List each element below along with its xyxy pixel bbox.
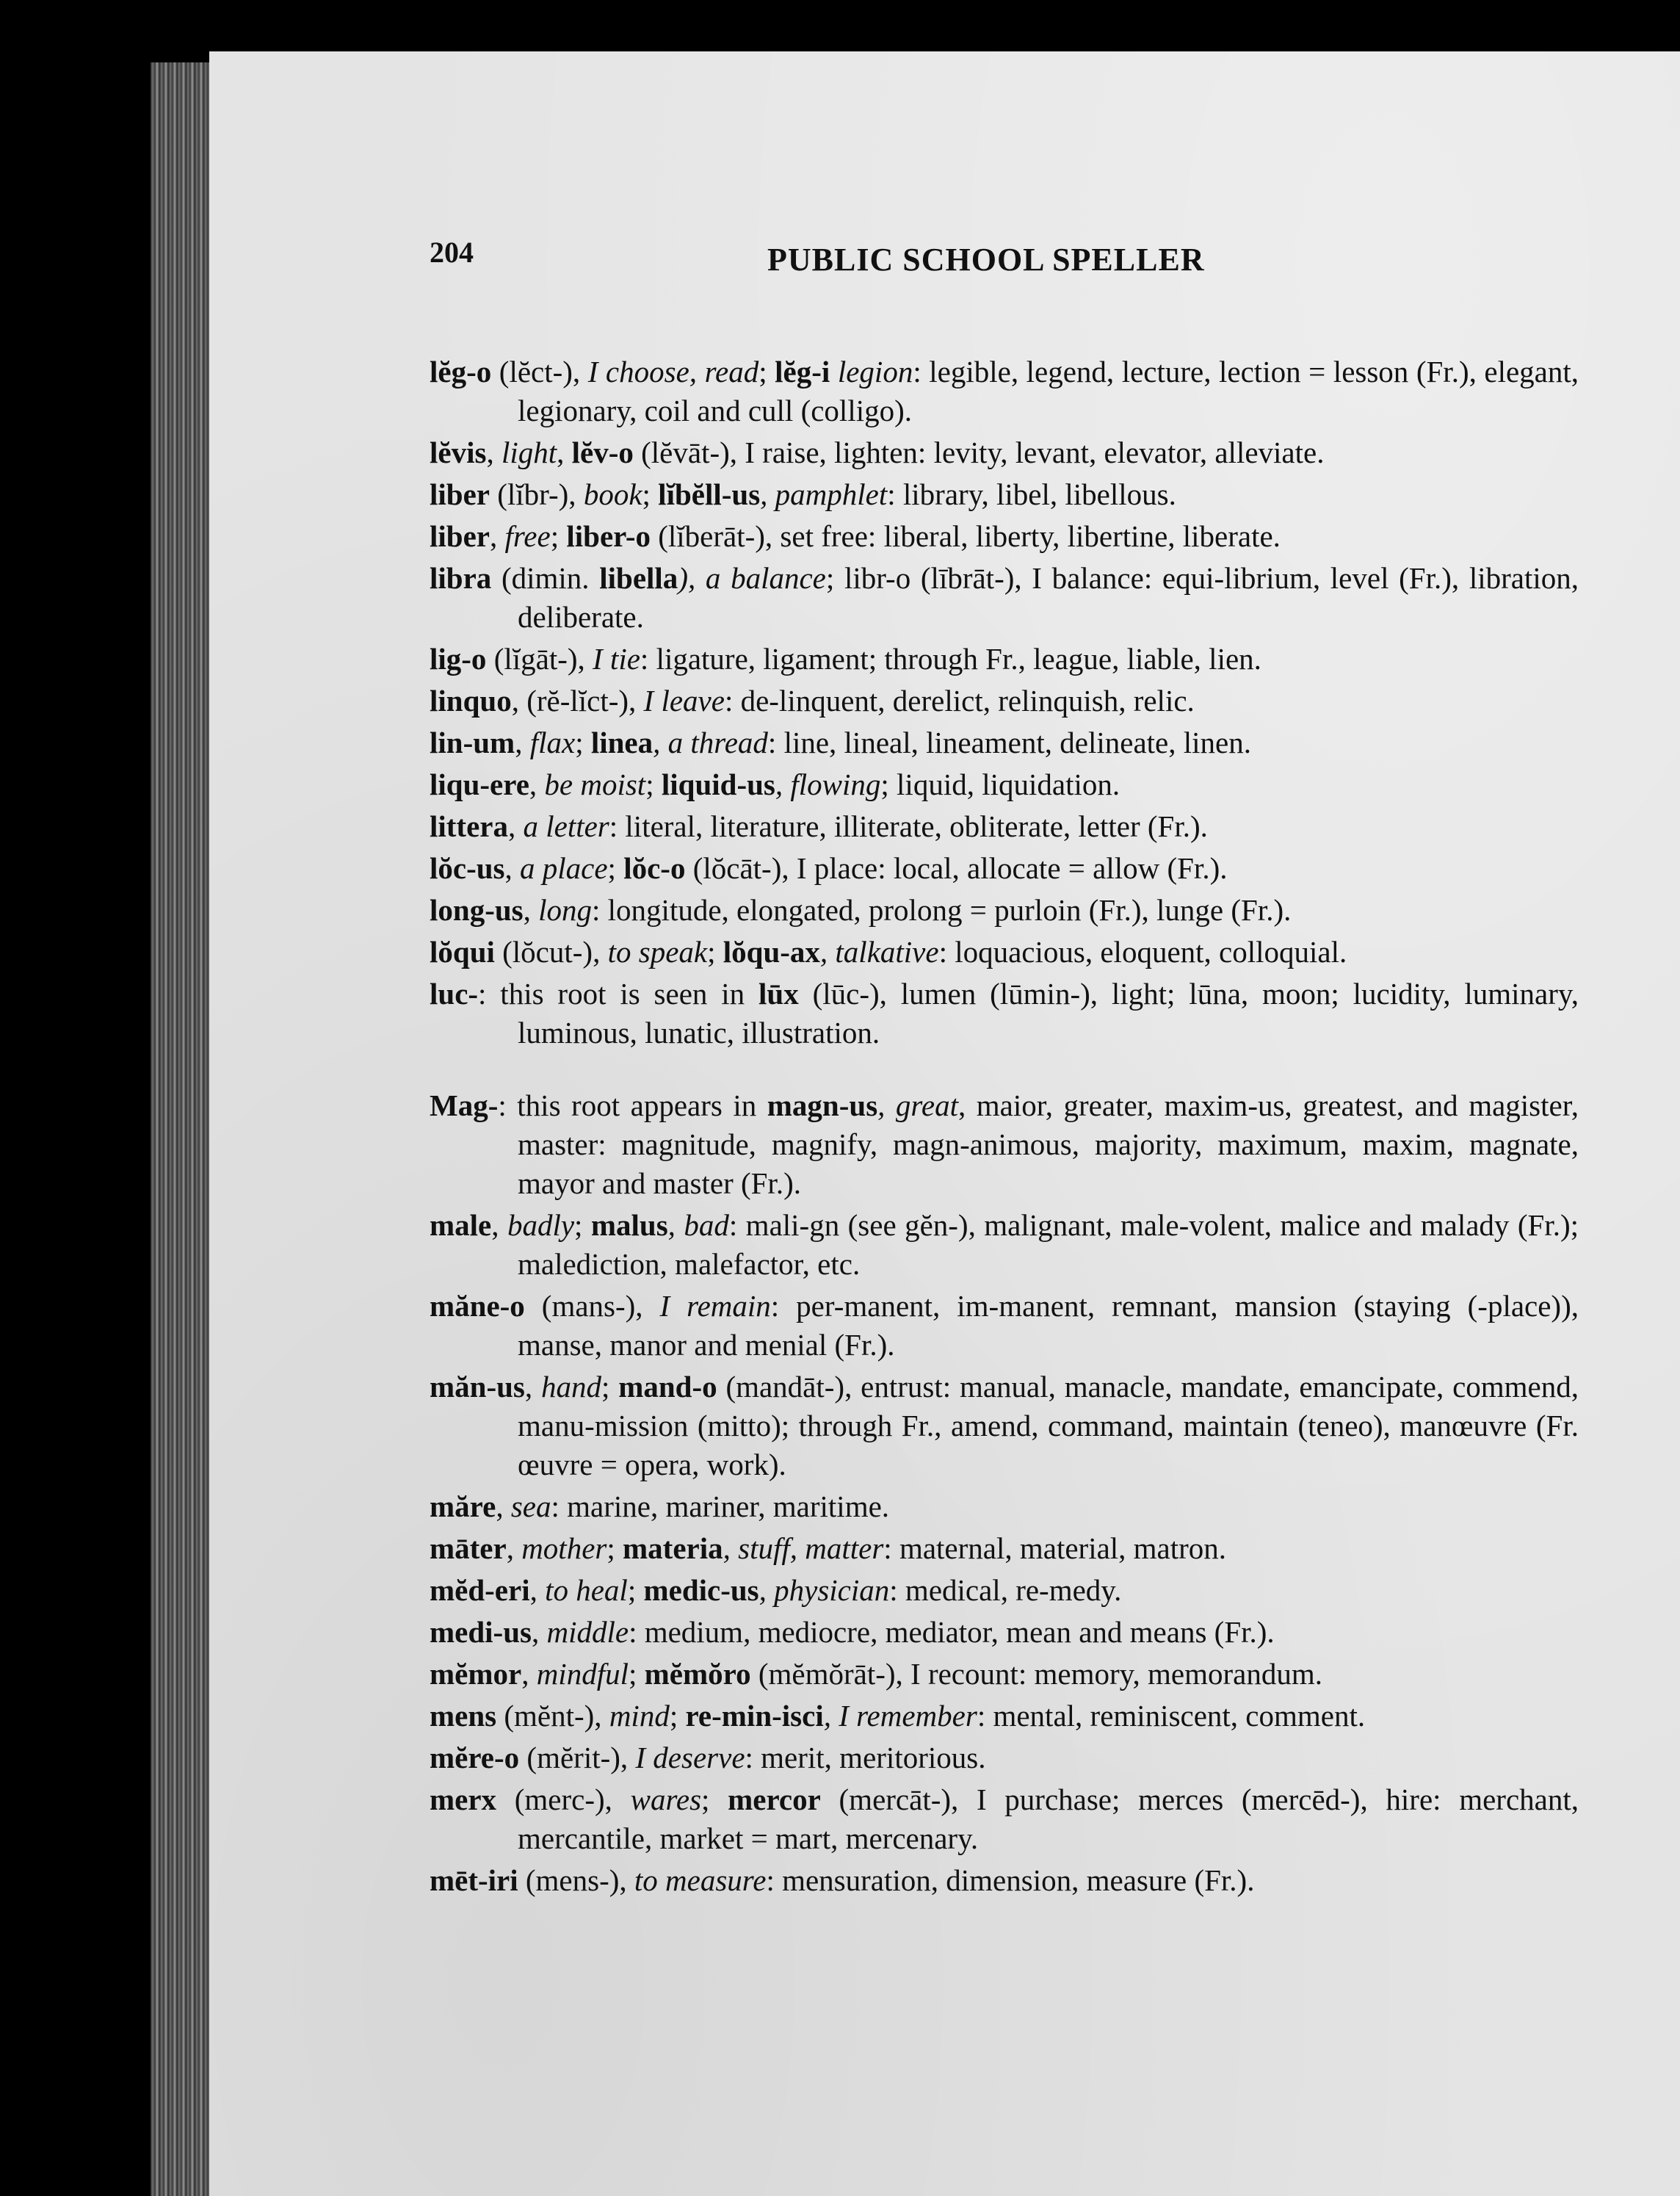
entry-headword: lŏqui xyxy=(430,935,495,969)
entry-gloss: ), a balance xyxy=(678,561,826,595)
entry-text: : mental, reminiscent, comment. xyxy=(977,1699,1366,1733)
dictionary-entry xyxy=(430,682,1579,720)
entry-text: ; liquid, liquidation. xyxy=(880,767,1120,801)
dictionary-entry xyxy=(430,1571,1579,1610)
dictionary-entry xyxy=(430,849,1579,888)
entry-gloss: I choose, read xyxy=(587,355,759,389)
entry-headword: lĕg-i xyxy=(775,355,830,389)
entry-text: (lŏcāt-), I place: local, allocate = allow (Fr.). xyxy=(685,851,1228,885)
entry-headword: medic-us xyxy=(643,1573,759,1607)
entry-text: (dimin. xyxy=(491,561,600,595)
entry-text: , xyxy=(521,1657,537,1691)
entry-gloss: middle xyxy=(546,1615,629,1649)
entry-text: ; xyxy=(574,1208,591,1242)
entry-text: ; xyxy=(707,935,723,969)
entry-text: ; xyxy=(669,1699,686,1733)
entry-headword: lĕg-o xyxy=(430,355,492,389)
dictionary-entry xyxy=(430,1613,1579,1652)
entry-gloss: , physician xyxy=(758,1573,890,1607)
entry-text: ; xyxy=(607,851,624,885)
entry-headword: mercor xyxy=(728,1783,821,1816)
dictionary-entry xyxy=(430,433,1579,472)
entry-text: ; xyxy=(758,355,775,389)
entry-gloss: hand xyxy=(540,1370,601,1404)
dictionary-entry xyxy=(430,891,1579,930)
entry-gloss: sea xyxy=(510,1489,551,1523)
entry-gloss: , pamphlet xyxy=(760,477,888,511)
entry-text: ; xyxy=(629,1657,645,1691)
entry-headword: mănе-o xyxy=(430,1289,525,1323)
dictionary-entry xyxy=(430,640,1579,679)
entry-text: (lĭberāt-), set free: liberal, liberty, libertine, liberate. xyxy=(651,519,1281,553)
entry-gloss: I leave xyxy=(643,684,725,718)
entry-headword: malus xyxy=(590,1208,668,1242)
entry-text: : maternal, material, matron. xyxy=(883,1531,1227,1565)
entry-gloss: , great xyxy=(877,1088,958,1122)
entry-text: ; xyxy=(601,1370,619,1404)
entry-gloss: a place xyxy=(520,851,608,885)
dictionary-entry xyxy=(430,1487,1579,1526)
entry-text: , xyxy=(529,1573,546,1607)
entry-text: ; xyxy=(642,477,659,511)
entry-text: : this root is seen in xyxy=(478,977,759,1011)
entry-headword: lig-o xyxy=(430,642,487,676)
entry-text: , xyxy=(496,1489,511,1523)
entry-headword: măn-us xyxy=(430,1370,525,1404)
entry-headword: liber xyxy=(430,519,490,553)
entry-gloss: mind xyxy=(609,1699,670,1733)
entry-headword: lĕv-o xyxy=(571,436,634,469)
entry-text: : mensuration, dimension, measure (Fr.). xyxy=(766,1863,1255,1897)
entry-text: : medical, re-medy. xyxy=(889,1573,1122,1607)
dictionary-entry xyxy=(430,933,1579,972)
dictionary-entry xyxy=(430,1655,1579,1694)
dictionary-entry xyxy=(430,517,1579,556)
dictionary-entry xyxy=(430,1697,1579,1736)
entry-headword: mĕd-eri xyxy=(430,1573,530,1607)
entry-headword: liquid-us xyxy=(661,767,775,801)
entry-headword: libella xyxy=(599,561,678,595)
entry-headword: lĭbĕll-us xyxy=(658,477,761,511)
entry-text: , xyxy=(524,1370,541,1404)
entry-gloss: , I remember xyxy=(823,1699,977,1733)
entry-headword: mĕre-o xyxy=(430,1741,520,1774)
entry-headword: merx xyxy=(430,1783,497,1816)
entry-headword: medi-us xyxy=(430,1615,532,1649)
entry-text: (mercāt-), I purchase; merces (mercēd-), hire: merchant, mercantile, market = mart, mercenary. xyxy=(518,1783,1579,1855)
entry-text: ; xyxy=(627,1573,644,1607)
entry-gloss: badly xyxy=(507,1208,575,1242)
entry-headword: materia xyxy=(623,1531,723,1565)
entry-headword: mĕmŏro xyxy=(644,1657,751,1691)
entry-text: ; xyxy=(607,1531,623,1565)
entry-text: , xyxy=(491,1208,507,1242)
entry-headword: māter xyxy=(430,1531,507,1565)
entry-text: : per-manent, im-manent, remnant, mansion (staying (-place)), manse, manor and menial (Fr.). xyxy=(518,1289,1579,1362)
entry-text: ; xyxy=(575,726,591,759)
entry-text: : loquacious, eloquent, colloquial. xyxy=(938,935,1347,969)
book-page xyxy=(209,51,1680,2196)
dictionary-entry xyxy=(430,1368,1579,1484)
entry-text: : this root appears in xyxy=(498,1088,767,1122)
entry-text: : legible, legend, lecture, lection = lesson (Fr.), elegant, legionary, coil and cull (colligo). xyxy=(518,355,1579,427)
entry-headword: long-us xyxy=(430,893,524,927)
entry-gloss: a letter xyxy=(523,809,609,843)
entry-text: , xyxy=(506,1531,522,1565)
entry-text: (mans-), xyxy=(524,1289,660,1323)
dictionary-entry xyxy=(430,559,1579,637)
dictionary-entry xyxy=(430,1287,1579,1365)
entry-text: (mens-), xyxy=(518,1863,634,1897)
dictionary-entry xyxy=(430,1206,1579,1284)
entry-headword: Mag- xyxy=(430,1088,499,1122)
dictionary-entry xyxy=(430,723,1579,762)
entry-text: (mĕnt-), xyxy=(496,1699,609,1733)
entry-gloss: , talkative xyxy=(819,935,939,969)
entry-gloss: mindful xyxy=(536,1657,629,1691)
entry-text: , maior, greater, maxim-us, greatest, and magister, master: magnitude, magnify, magn-animous, majority, maximum, maxim, magnate, mayor and master (Fr.). xyxy=(518,1088,1579,1200)
entry-text: , (rĕ-lĭct-), xyxy=(511,684,644,718)
entry-text: , xyxy=(529,767,545,801)
page-number: 204 xyxy=(430,236,474,269)
entry-text: : de-linquent, derelict, relinquish, relic. xyxy=(724,684,1195,718)
entry-headword: lŏc-us xyxy=(430,851,505,885)
entry-gloss: I deserve xyxy=(635,1741,745,1774)
entry-headword: liber-o xyxy=(566,519,651,553)
entry-text: , xyxy=(507,809,524,843)
entry-gloss: to measure xyxy=(634,1863,767,1897)
entry-text: (mĕrit-), xyxy=(519,1741,636,1774)
entry-gloss: free xyxy=(504,519,551,553)
page-header xyxy=(209,235,1680,286)
entry-headword: lŏc-o xyxy=(623,851,686,885)
dictionary-entry xyxy=(430,1861,1579,1900)
entry-gloss: , bad xyxy=(667,1208,729,1242)
entry-headword: măre xyxy=(430,1489,496,1523)
entry-gloss: to speak xyxy=(607,935,708,969)
entry-text: (merc-), xyxy=(496,1783,631,1816)
running-title: PUBLIC SCHOOL SPELLER xyxy=(767,242,1205,278)
entry-headword: lin-um xyxy=(430,726,515,759)
entry-headword: libra xyxy=(430,561,492,595)
entry-headword: linquo xyxy=(430,684,512,718)
entry-text: , xyxy=(523,893,539,927)
dictionary-entries xyxy=(430,353,1579,1903)
entry-headword: luc- xyxy=(430,977,479,1011)
entry-text: , xyxy=(515,726,530,759)
book-page-edges xyxy=(151,62,217,2196)
entry-text: (mandāt-), entrust: manual, manacle, mandate, emancipate, commend, manu-mission (mitto); through Fr., amend, command, maintain (teneo), manœuvre (Fr. œuvre = opera, work). xyxy=(518,1370,1579,1481)
entry-headword: linea xyxy=(590,726,653,759)
entry-gloss: I tie xyxy=(593,642,640,676)
entry-headword: mĕmor xyxy=(430,1657,522,1691)
entry-gloss: long xyxy=(538,893,593,927)
dictionary-entry xyxy=(430,765,1579,804)
entry-headword: littera xyxy=(430,809,508,843)
entry-gloss: I remain xyxy=(659,1289,771,1323)
entry-gloss: be moist xyxy=(544,767,646,801)
entry-headword: re-min-isci xyxy=(685,1699,824,1733)
entry-text: : ligature, ligament; through Fr., league, liable, lien. xyxy=(640,642,1261,676)
entry-headword: liqu-ere xyxy=(430,767,529,801)
entry-headword: liber xyxy=(430,477,490,511)
entry-headword: lĕvis xyxy=(430,436,487,469)
entry-text: , xyxy=(486,436,502,469)
dictionary-entry xyxy=(430,475,1579,514)
entry-text: : longitude, elongated, prolong = purloin (Fr.), lunge (Fr.). xyxy=(592,893,1292,927)
entry-text: , xyxy=(504,851,520,885)
entry-text: (lŏcut-), xyxy=(494,935,608,969)
entry-gloss: legion xyxy=(830,355,913,389)
entry-text: (lĭbr-), xyxy=(489,477,584,511)
dictionary-entry xyxy=(430,1738,1579,1777)
entry-text: (lĕct-), xyxy=(491,355,588,389)
entry-text: (lūc-), lumen (lūmin-), light; lūna, moon; lucidity, luminary, luminous, lunatic, illustration. xyxy=(518,977,1579,1050)
entry-text: ; xyxy=(550,519,567,553)
entry-text: (lĭgāt-), xyxy=(486,642,593,676)
dictionary-entry xyxy=(430,1529,1579,1568)
entry-text: : library, libel, libellous. xyxy=(887,477,1176,511)
entry-headword: mens xyxy=(430,1699,497,1733)
entry-gloss: mother xyxy=(521,1531,607,1565)
entry-gloss: to heal xyxy=(545,1573,628,1607)
entry-headword: lŏqu-ax xyxy=(723,935,820,969)
entry-text: : line, lineal, lineament, delineate, linen. xyxy=(767,726,1251,759)
entry-headword: mēt-iri xyxy=(430,1863,518,1897)
entry-headword: mand-o xyxy=(618,1370,717,1404)
entry-text: : merit, meritorious. xyxy=(745,1741,986,1774)
entry-text: , xyxy=(557,436,572,469)
entry-text: : medium, mediocre, mediator, mean and means (Fr.). xyxy=(629,1615,1275,1649)
entry-text: ; xyxy=(701,1783,728,1816)
entry-gloss: light xyxy=(501,436,557,469)
entry-text: (lĕvāt-), I raise, lighten: levity, levant, elevator, alleviate. xyxy=(633,436,1325,469)
entry-headword: magn-us xyxy=(767,1088,878,1122)
entry-text: , xyxy=(489,519,505,553)
entry-gloss: flax xyxy=(529,726,576,759)
entry-text: ; xyxy=(645,767,662,801)
dictionary-entry xyxy=(430,975,1579,1052)
entry-text: , xyxy=(531,1615,547,1649)
entry-gloss: , flowing xyxy=(775,767,881,801)
entry-text: (mĕmŏrāt-), I recount: memory, memorandum. xyxy=(750,1657,1322,1691)
entry-gloss: , a thread xyxy=(653,726,768,759)
dictionary-entry xyxy=(430,807,1579,846)
entry-gloss: wares xyxy=(630,1783,702,1816)
dictionary-entry xyxy=(430,1086,1579,1203)
entry-headword: male xyxy=(430,1208,492,1242)
entry-text: : marine, mariner, maritime. xyxy=(551,1489,890,1523)
dictionary-entry xyxy=(430,1780,1579,1858)
entry-gloss: book xyxy=(583,477,642,511)
entry-text: ; libr-o (lībrāt-), I balance: equi-librium, level (Fr.), libration, deliberate. xyxy=(518,561,1579,634)
entry-text: : literal, literature, illiterate, obliterate, letter (Fr.). xyxy=(609,809,1208,843)
entry-headword: lūx xyxy=(758,977,799,1011)
entry-gloss: , stuff, matter xyxy=(723,1531,884,1565)
dictionary-entry xyxy=(430,353,1579,430)
entry-text: : mali-gn (see gĕn-), malignant, male-volent, malice and malady (Fr.); malediction, malefactor, etc. xyxy=(518,1208,1579,1281)
